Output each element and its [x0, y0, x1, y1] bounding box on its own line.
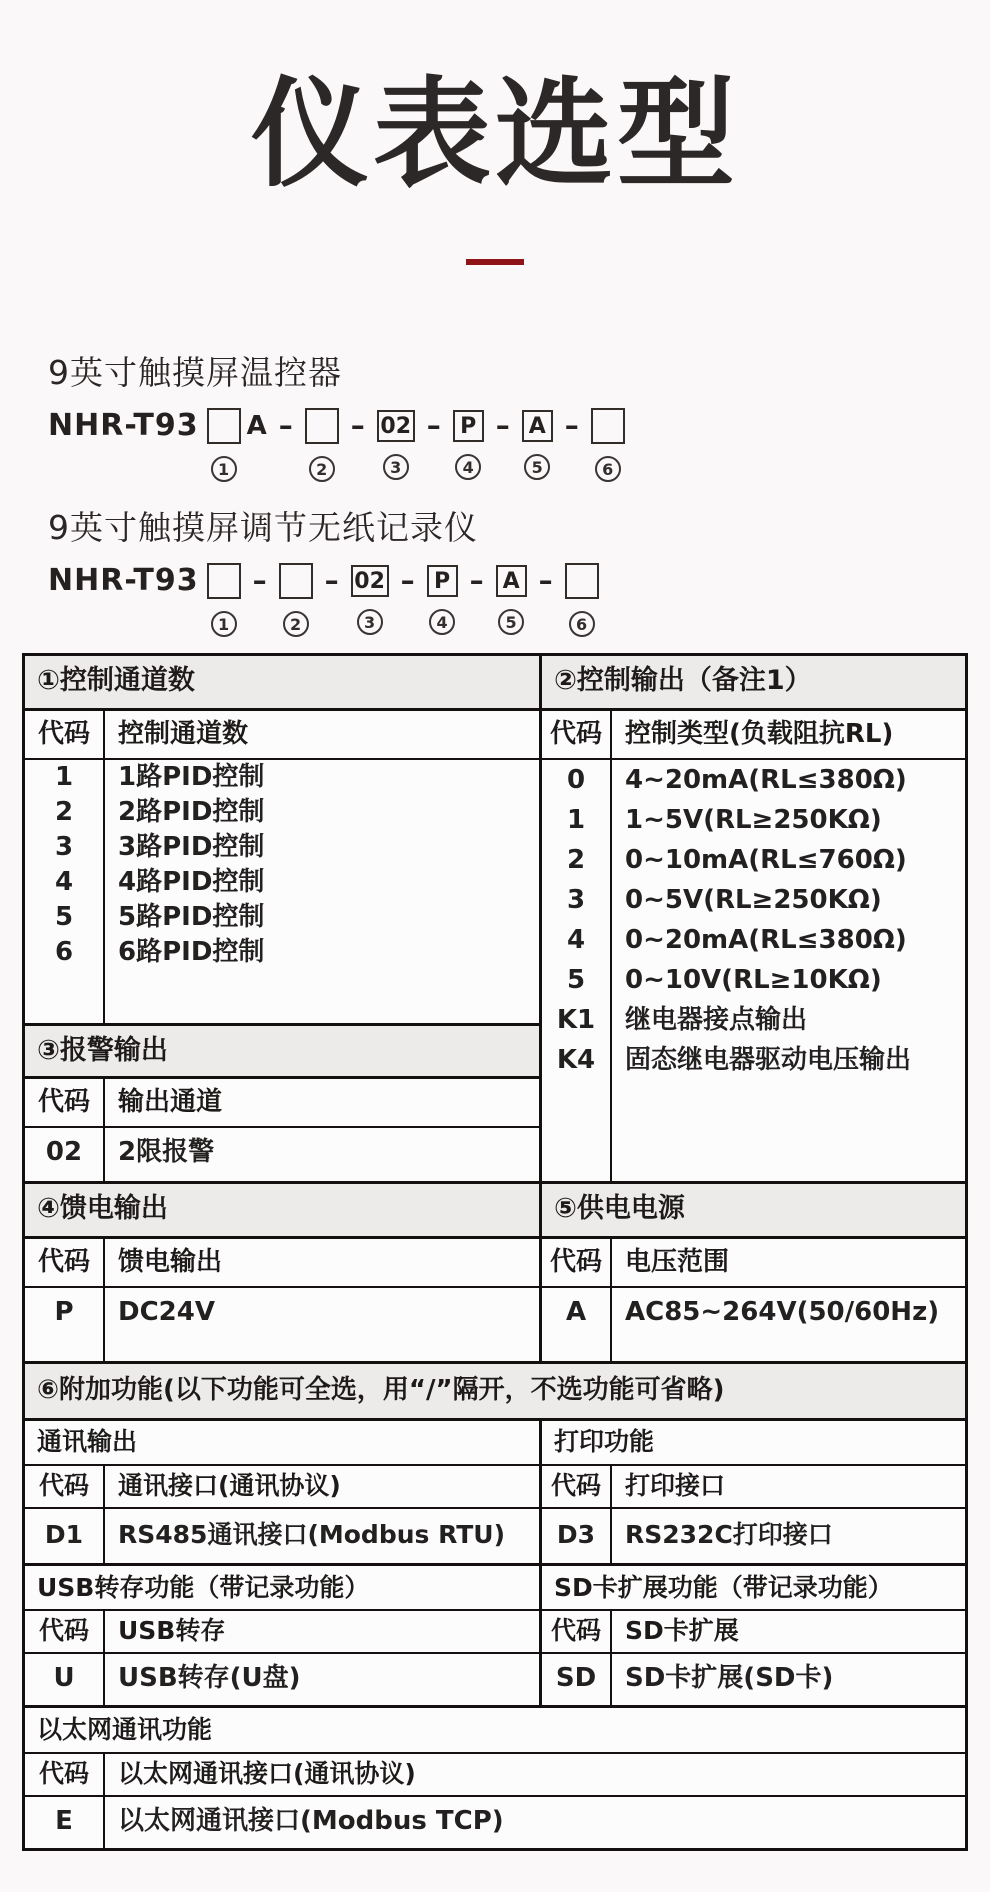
code-box-3: 02: [377, 410, 415, 442]
code-box-2: [305, 408, 339, 444]
code-slot-1: [207, 408, 241, 482]
cell-code: E: [25, 1797, 105, 1848]
selection-table: [22, 653, 968, 1851]
col-header-desc: 馈电输出: [118, 1247, 223, 1278]
table-row: [25, 935, 539, 970]
table-row: [542, 1654, 965, 1705]
model-prefix: NHR-T93: [48, 563, 199, 599]
section-2-column-headers: [542, 711, 965, 760]
col-header-desc: 输出通道: [118, 1087, 223, 1118]
col-header-code: 代码: [25, 711, 105, 758]
section-6-header: ⑥附加功能(以下功能可全选，用“/”隔开，不选功能可省略): [25, 1361, 965, 1418]
code-slot-2: [279, 563, 313, 637]
table-row: [25, 1509, 539, 1563]
code-slot-4: [453, 408, 484, 480]
cell-code: K1: [542, 1000, 612, 1040]
section-4-header: ④馈电输出: [25, 1184, 539, 1239]
usb-function-header: USB转存功能（带记录功能）: [25, 1563, 539, 1611]
section-5-column-headers: [542, 1239, 965, 1288]
cell-code: 0: [542, 760, 612, 800]
col-header-desc: 控制类型(负载阻抗RL): [625, 719, 894, 750]
sd-column-headers: [542, 1611, 965, 1654]
cell-desc: 6路PID控制: [118, 937, 265, 968]
code-slot-3: [377, 408, 415, 480]
col-header-code: 代码: [25, 1239, 105, 1286]
code-slot-1: [207, 563, 241, 637]
section-2-header: ②控制输出（备注1）: [542, 656, 965, 711]
ethernet-section: [25, 1705, 965, 1848]
cell-desc: 2路PID控制: [118, 797, 265, 828]
print-function-header: 打印功能: [542, 1421, 965, 1466]
cell-desc: 5路PID控制: [118, 902, 265, 933]
cell-desc: 4~20mA(RL≤380Ω): [625, 765, 907, 796]
table-row-sections-4-5: [25, 1181, 965, 1361]
code-slot-4: [427, 563, 458, 635]
cell-code: 02: [25, 1128, 105, 1181]
print-sd-column: [542, 1421, 965, 1705]
marker-circle-3: 3: [357, 609, 383, 635]
table-row: [25, 760, 539, 795]
cell-desc: 以太网通讯接口(Modbus TCP): [118, 1806, 504, 1837]
dash: –: [350, 409, 365, 443]
cell-desc: RS485通讯接口(Modbus RTU): [118, 1520, 505, 1550]
code-box-5: A: [496, 565, 527, 597]
marker-circle-1: 1: [211, 611, 237, 637]
section-5-header: ⑤供电电源: [542, 1184, 965, 1239]
cell-desc: 1路PID控制: [118, 762, 265, 793]
cell-code: SD: [542, 1654, 612, 1705]
cell-code: 1: [542, 800, 612, 840]
table-row: [542, 880, 965, 920]
table-row-section-6-subtables: [25, 1418, 965, 1705]
dash: –: [426, 409, 441, 443]
code-box-6: [591, 408, 625, 444]
dash: –: [278, 409, 293, 443]
col-header-desc: 电压范围: [625, 1247, 730, 1278]
code-box-6: [565, 563, 599, 599]
table-row: [542, 1000, 965, 1040]
cell-empty: [612, 1080, 965, 1181]
cell-desc: RS232C打印接口: [625, 1520, 833, 1550]
code-slot-6: [565, 563, 599, 637]
section-3-column-headers: [25, 1079, 539, 1128]
cell-desc: 4路PID控制: [118, 867, 265, 898]
model-block-controller: [48, 347, 990, 482]
code-slot-2: [305, 408, 339, 482]
table-row: [25, 830, 539, 865]
cell-desc: 继电器接点输出: [625, 1005, 808, 1036]
cell-empty: [542, 1080, 612, 1181]
cell-code: D1: [25, 1509, 105, 1563]
dash: –: [252, 564, 267, 598]
table-row: [25, 1654, 539, 1705]
section-1-column-headers: [25, 711, 539, 760]
cell-desc: 固态继电器驱动电压输出: [625, 1045, 912, 1076]
section-3-header: ③报警输出: [25, 1023, 539, 1079]
marker-circle-5: 5: [498, 609, 524, 635]
model-code-line: [48, 408, 990, 482]
code-slot-3: [351, 563, 389, 635]
marker-circle-2: 2: [283, 611, 309, 637]
code-slot-5: [496, 563, 527, 635]
cell-desc: USB转存(U盘): [118, 1663, 301, 1694]
cell-desc: AC85~264V(50/60Hz): [625, 1297, 940, 1328]
cell-desc: SD卡扩展(SD卡): [625, 1663, 834, 1694]
cell-code: K4: [542, 1040, 612, 1080]
cell-code: 3: [542, 880, 612, 920]
marker-circle-6: 6: [569, 611, 595, 637]
cell-code: 1: [25, 760, 105, 795]
cell-code: 4: [25, 865, 105, 900]
code-slot-6: [591, 408, 625, 482]
marker-circle-6: 6: [595, 456, 621, 482]
model-name: 9英寸触摸屏调节无纸记录仪: [48, 508, 478, 548]
table-row: [542, 800, 965, 840]
model-block-recorder: [48, 502, 990, 637]
code-box-3: 02: [351, 565, 389, 597]
cell-code: 2: [542, 840, 612, 880]
col-header-desc: 控制通道数: [118, 719, 249, 750]
table-row: [542, 960, 965, 1000]
cell-code: A: [542, 1288, 612, 1361]
title-underline: [466, 259, 524, 265]
col-header-desc: 打印接口: [625, 1471, 726, 1501]
section-5-column: [542, 1184, 965, 1361]
marker-circle-3: 3: [383, 454, 409, 480]
col-header-code: 代码: [542, 1239, 612, 1286]
cell-desc: 2限报警: [118, 1137, 215, 1168]
col-header-desc: USB转存: [118, 1616, 226, 1646]
marker-circle-5: 5: [524, 454, 550, 480]
col-header-code: 代码: [25, 1079, 105, 1126]
table-row: [25, 900, 539, 935]
code-box-1: [207, 408, 241, 444]
cell-code: 6: [25, 935, 105, 970]
cell-code: D3: [542, 1509, 612, 1563]
col-header-code: 代码: [542, 711, 612, 758]
cell-code: P: [25, 1288, 105, 1361]
page-title: 仪表选型: [250, 65, 739, 203]
cell-empty: [25, 970, 105, 1023]
code-box-1: [207, 563, 241, 599]
comm-usb-column: [25, 1421, 542, 1705]
col-header-code: 代码: [25, 1754, 105, 1795]
marker-circle-2: 2: [309, 456, 335, 482]
cell-desc: 0~5V(RL≥250KΩ): [625, 885, 882, 916]
cell-desc: 0~10V(RL≥10KΩ): [625, 965, 882, 996]
code-slot-5: [522, 408, 553, 480]
table-row: [25, 1288, 539, 1361]
marker-circle-4: 4: [455, 454, 481, 480]
cell-desc: DC24V: [118, 1297, 215, 1328]
table-row: [25, 1128, 539, 1181]
dash: –: [495, 409, 510, 443]
code-box-5: A: [522, 410, 553, 442]
cell-code: U: [25, 1654, 105, 1705]
spacer-row: [542, 1080, 965, 1181]
section-4-column: [25, 1184, 542, 1361]
table-row: [542, 920, 965, 960]
table-row: [542, 1040, 965, 1080]
model-name: 9英寸触摸屏温控器: [48, 353, 342, 393]
cell-code: 5: [542, 960, 612, 1000]
model-prefix: NHR-T93: [48, 408, 199, 444]
marker-circle-1: 1: [211, 456, 237, 482]
col-header-code: 代码: [25, 1466, 105, 1507]
dash: –: [400, 564, 415, 598]
col-header-desc: 通讯接口(通讯协议): [118, 1471, 341, 1501]
comm-column-headers: [25, 1466, 539, 1509]
table-row: [542, 1288, 965, 1361]
code-box-4: P: [427, 565, 458, 597]
model-code-line: [48, 563, 990, 637]
print-column-headers: [542, 1466, 965, 1509]
cell-desc: 1~5V(RL≥250KΩ): [625, 805, 882, 836]
col-header-code: 代码: [25, 1611, 105, 1652]
sd-function-header: SD卡扩展功能（带记录功能）: [542, 1563, 965, 1611]
spacer-row: [25, 970, 539, 1023]
ethernet-column-headers: [25, 1754, 965, 1797]
cell-code: 4: [542, 920, 612, 960]
section-4-column-headers: [25, 1239, 539, 1288]
usb-column-headers: [25, 1611, 539, 1654]
cell-empty: [105, 970, 539, 1023]
table-row: [542, 760, 965, 800]
section-1-header: ①控制通道数: [25, 656, 539, 711]
cell-desc: 0~10mA(RL≤760Ω): [625, 845, 907, 876]
marker-circle-4: 4: [429, 609, 455, 635]
col-header-code: 代码: [542, 1611, 612, 1652]
cell-code: 3: [25, 830, 105, 865]
table-row: [542, 840, 965, 880]
dash: –: [564, 409, 579, 443]
code-box-2: [279, 563, 313, 599]
model-codes-area: [48, 347, 990, 637]
cell-code: 5: [25, 900, 105, 935]
table-row: [25, 865, 539, 900]
dash: –: [469, 564, 484, 598]
col-header-desc: SD卡扩展: [625, 1616, 739, 1646]
dash: –: [324, 564, 339, 598]
col-header-code: 代码: [542, 1466, 612, 1507]
section-1-3-column: [25, 656, 542, 1181]
table-row: [542, 1509, 965, 1563]
table-row: [25, 1797, 965, 1848]
table-row: [25, 795, 539, 830]
col-header-desc: 以太网通讯接口(通讯协议): [118, 1759, 416, 1789]
ethernet-header: 以太网通讯功能: [25, 1708, 965, 1754]
section-2-column: [542, 656, 965, 1181]
cell-code: 2: [25, 795, 105, 830]
fixed-code-a: A: [246, 411, 267, 442]
code-box-4: P: [453, 410, 484, 442]
dash: –: [538, 564, 553, 598]
table-row-sections-1-2-3: [25, 656, 965, 1181]
cell-desc: 3路PID控制: [118, 832, 265, 863]
cell-desc: 0~20mA(RL≤380Ω): [625, 925, 907, 956]
comm-output-header: 通讯输出: [25, 1421, 539, 1466]
